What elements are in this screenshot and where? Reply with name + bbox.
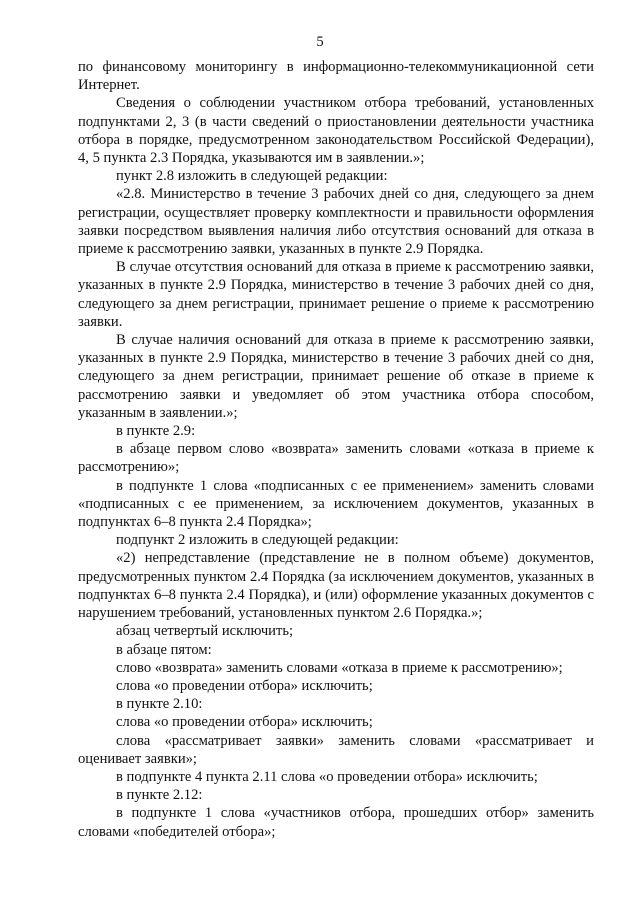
paragraph: слова «о проведении отбора» исключить; bbox=[116, 677, 373, 694]
document-body bbox=[78, 58, 594, 841]
paragraph: по финансовому мониторингу в информационно-телекоммуникационной сети Интернет. bbox=[78, 59, 594, 94]
paragraph: слова «о проведении отбора» исключить; bbox=[116, 714, 373, 731]
paragraph: в пункте 2.10: bbox=[116, 696, 203, 713]
paragraph: В случае отсутствия оснований для отказа в приеме к рассмотрению заявки, указанных в пункте 2.9 Порядка, министерство в течение 3 рабочих дней со дня, следующего за днем регистрации, принимает решение о приеме к рассмотрению заявки. bbox=[78, 259, 594, 330]
paragraph: слово «возврата» заменить словами «отказа в приеме к рассмотрению»; bbox=[116, 659, 563, 676]
paragraph: «2) непредставление (представление не в полном объеме) документов, предусмотренных пунктом 2.4 Порядка (за исключением документов, указанных в подпунктах 6–8 пункта 2.4 Порядка), и (или) оформление указанных документов с нарушением требований, установленных пунктом 2.6 Порядка.»; bbox=[78, 550, 594, 622]
paragraph: В случае наличия оснований для отказа в приеме к рассмотрению заявки, указанных в пункте 2.9 Порядка, министерство в течение 3 рабочих дней со дня, следующего за днем регистрации, принимает решение об отказе в приеме к рассмотрению заявки и уведомляет об этом участника отбора способом, указанным в заявлении.»; bbox=[78, 332, 594, 421]
paragraph: в подпункте 4 пункта 2.11 слова «о проведении отбора» исключить; bbox=[116, 768, 538, 785]
paragraph: подпункт 2 изложить в следующей редакции: bbox=[116, 532, 399, 549]
paragraph: в подпункте 1 слова «подписанных с ее применением» заменить словами «подписанных с ее применением, за исключением документов, указанных в подпунктах 6–8 пункта 2.4 Порядка»; bbox=[78, 477, 594, 531]
paragraph: «2.8. Министерство в течение 3 рабочих дней со дня, следующего за днем регистрации, осуществляет проверку комплектности и правильности оформления заявки посредством выявления наличия либо отсутствия оснований для отказа в приеме к рассмотрению заявки, указанных в пункте 2.9 Порядка. bbox=[78, 186, 594, 258]
page-number: 5 bbox=[316, 34, 324, 50]
paragraph: Сведения о соблюдении участником отбора требований, установленных подпунктами 2, 3 (в части сведений о приостановлении деятельности участника отбора в порядке, предусмотренном законодательством Российской Федерации), 4, 5 пункта 2.3 Порядка, указываются им в заявлении.»; bbox=[78, 95, 594, 167]
paragraph: в подпункте 1 слова «участников отбора, прошедших отбор» заменить словами «победителей отбора»; bbox=[78, 805, 594, 840]
paragraph: в абзаце первом слово «возврата» заменить словами «отказа в приеме к рассмотрению»; bbox=[78, 441, 594, 476]
paragraph: пункт 2.8 изложить в следующей редакции: bbox=[116, 168, 388, 185]
paragraph: в абзаце пятом: bbox=[116, 641, 212, 658]
paragraph: в пункте 2.12: bbox=[116, 787, 203, 804]
paragraph: в пункте 2.9: bbox=[116, 423, 196, 440]
paragraph: абзац четвертый исключить; bbox=[116, 623, 294, 640]
paragraph: слова «рассматривает заявки» заменить словами «рассматривает и оценивает заявки»; bbox=[78, 732, 594, 767]
